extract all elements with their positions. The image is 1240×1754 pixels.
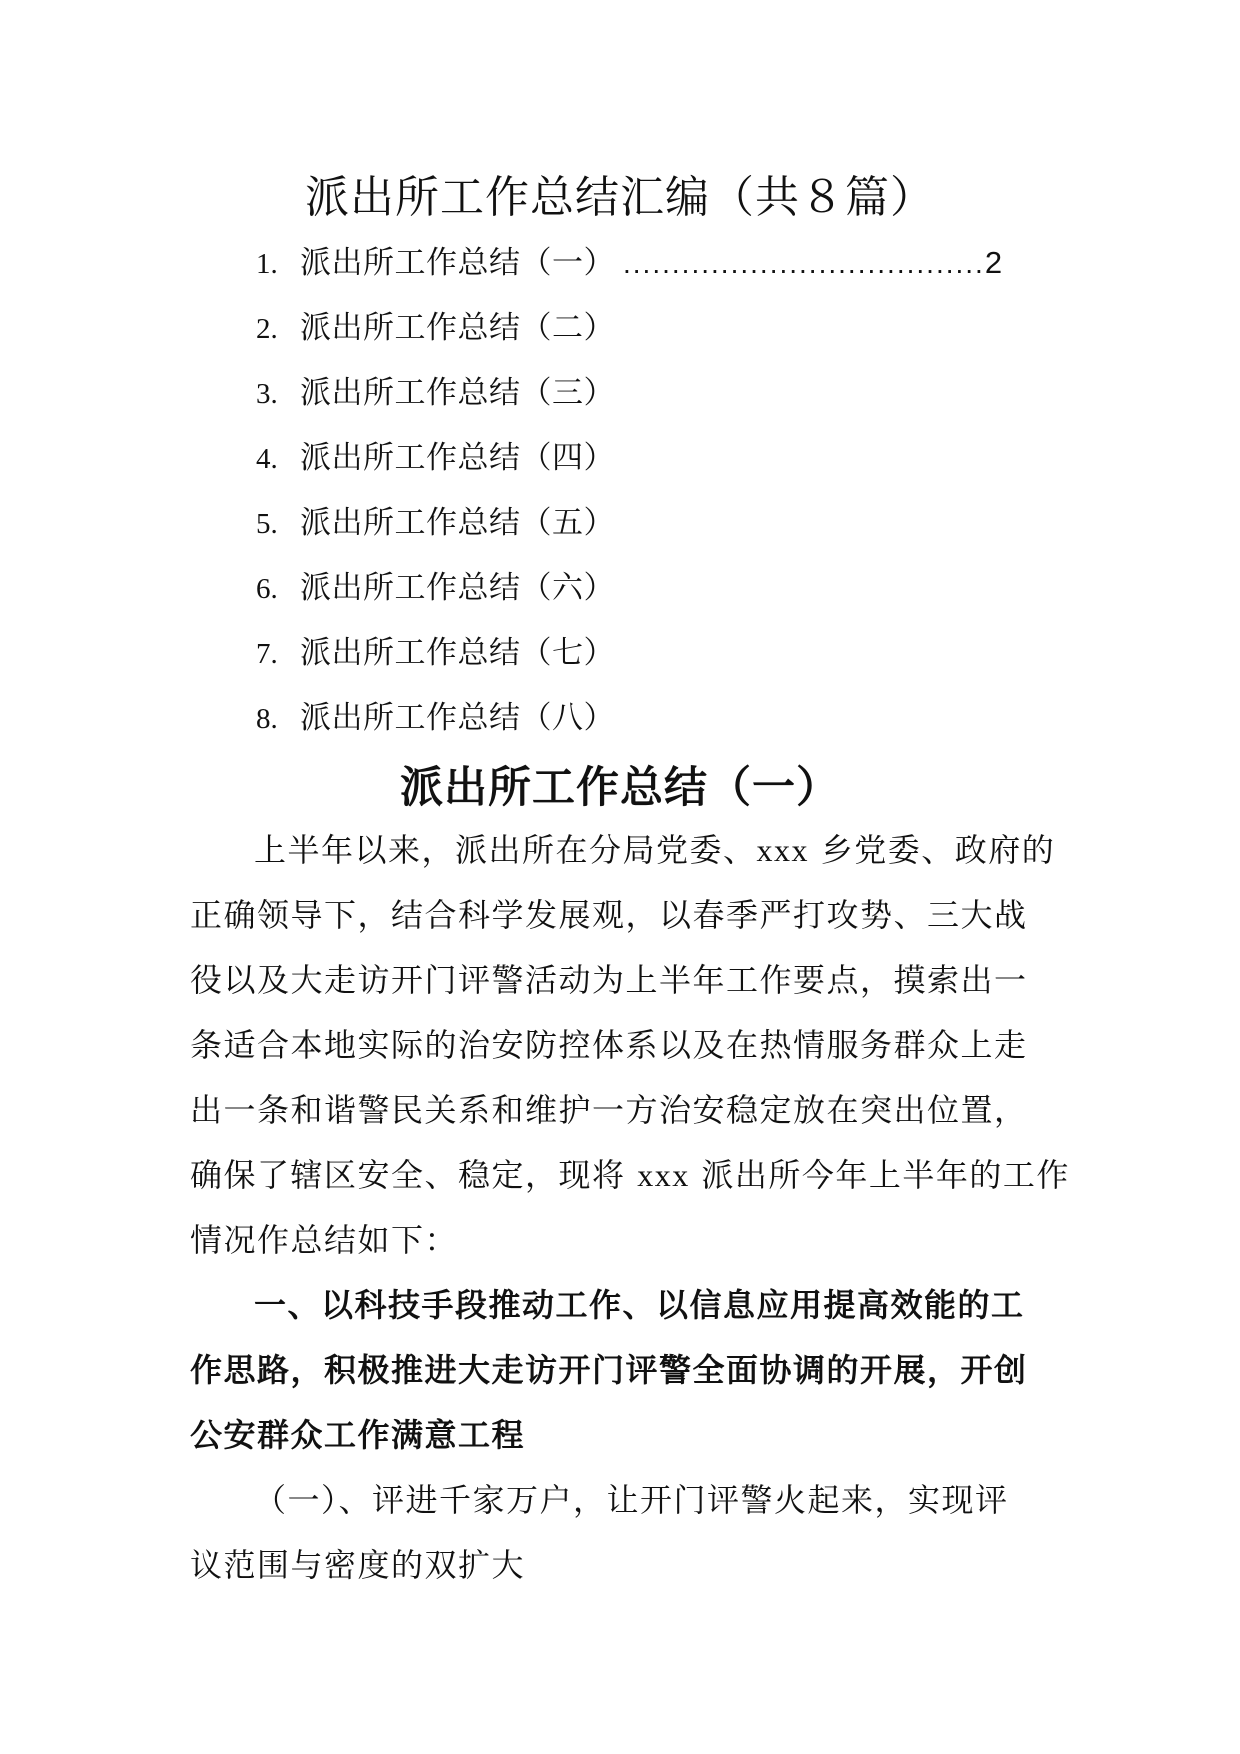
toc-item[interactable]	[256, 561, 1056, 626]
text-line: 正确领导下，结合科学发展观，以春季严打攻势、三大战	[190, 896, 1028, 934]
text-line: 役以及大走访开门评警活动为上半年工作要点，摸索出一	[190, 961, 1028, 999]
text-line: 确保了辖区安全、稳定，现将 xxx 派出所今年上半年的工作	[190, 1156, 1070, 1194]
text-line: 公安群众工作满意工程	[190, 1416, 526, 1454]
text-line: 上半年以来，派出所在分局党委、xxx 乡党委、政府的	[254, 831, 1056, 869]
toc-page-number: 2	[984, 245, 1003, 280]
document-title: 派出所工作总结汇编（共８篇）	[305, 172, 935, 223]
toc-item-label: 派出所工作总结（四）	[300, 440, 615, 476]
toc-item[interactable]	[256, 431, 1056, 496]
toc-item-label: 派出所工作总结（八）	[300, 700, 615, 736]
toc-item[interactable]	[256, 366, 1056, 431]
toc-item-number: 2.	[256, 313, 278, 345]
sub-item-paragraph	[190, 1468, 1070, 1598]
toc-item-number: 5.	[256, 508, 278, 540]
toc-item-label: 派出所工作总结（一）	[300, 245, 615, 281]
document-body	[190, 818, 1070, 1598]
text-line: 议范围与密度的双扩大	[190, 1546, 526, 1584]
toc-item[interactable]	[256, 626, 1056, 691]
toc-item-number: 8.	[256, 703, 278, 735]
text-line: 条适合本地实际的治安防控体系以及在热情服务群众上走	[190, 1026, 1028, 1064]
toc-item-number: 1.	[256, 248, 278, 280]
subsection-heading	[190, 1273, 1070, 1468]
toc-item-label: 派出所工作总结（五）	[300, 505, 615, 541]
toc-item-number: 4.	[256, 443, 278, 475]
text-line: 出一条和谐警民关系和维护一方治安稳定放在突出位置，	[190, 1091, 1028, 1129]
toc-item[interactable]	[256, 691, 1056, 756]
toc-item[interactable]	[256, 301, 1056, 366]
toc-item[interactable]	[256, 496, 1056, 561]
toc-item-label: 派出所工作总结（二）	[300, 310, 615, 346]
toc-item[interactable]	[256, 236, 1056, 301]
section-title: 派出所工作总结（一）	[400, 763, 840, 813]
text-line: （一）、评进千家万户，让开门评警火起来，实现评	[254, 1481, 1009, 1519]
text-line: 作思路，积极推进大走访开门评警全面协调的开展，开创	[190, 1351, 1028, 1389]
toc-item-label: 派出所工作总结（三）	[300, 375, 615, 411]
toc-dot-leader: .....................................	[623, 248, 985, 279]
toc-item-number: 7.	[256, 638, 278, 670]
table-of-contents	[256, 236, 1056, 756]
toc-item-label: 派出所工作总结（六）	[300, 570, 615, 606]
text-line: 情况作总结如下：	[190, 1221, 459, 1259]
text-line: 一、以科技手段推动工作、以信息应用提高效能的工	[254, 1286, 1025, 1324]
toc-item-number: 3.	[256, 378, 278, 410]
intro-paragraph	[190, 818, 1070, 1273]
toc-item-number: 6.	[256, 573, 278, 605]
toc-item-label: 派出所工作总结（七）	[300, 635, 615, 671]
